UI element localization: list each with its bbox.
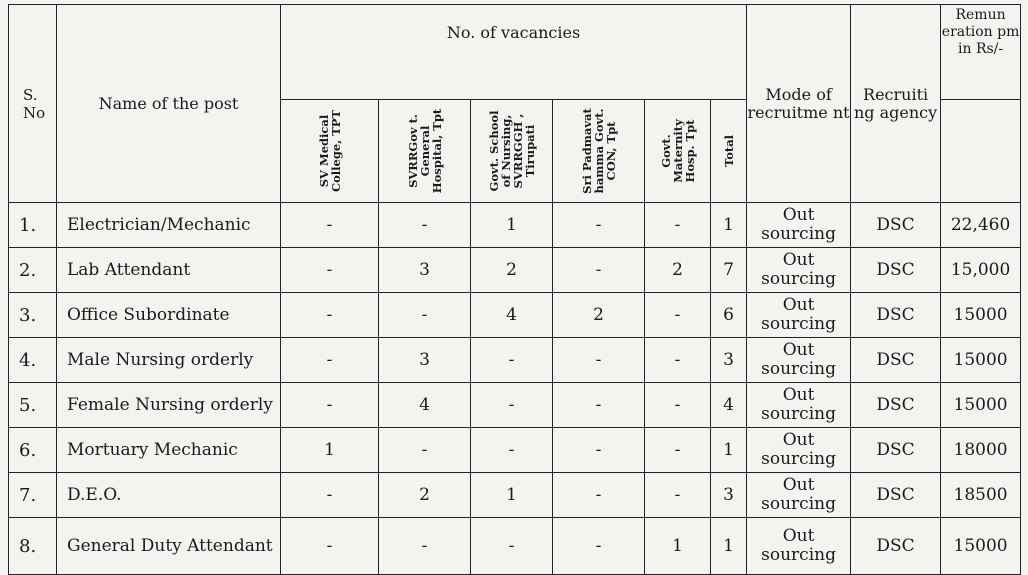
- row-post-name: Male Nursing orderly: [57, 338, 281, 383]
- table-row: [9, 473, 1021, 518]
- row-vac-svrr: -: [379, 518, 471, 575]
- row-vac-son: -: [471, 428, 553, 473]
- row-post-name: General Duty Attendant: [57, 518, 281, 575]
- row-vac-son: -: [471, 338, 553, 383]
- header-remuneration-blank: [941, 100, 1021, 203]
- row-vac-son: 1: [471, 203, 553, 248]
- row-mode: Out sourcing: [747, 293, 851, 338]
- vacancy-table: [8, 4, 1021, 575]
- row-total: 1: [711, 518, 747, 575]
- row-agency: DSC: [851, 248, 941, 293]
- row-mode: Out sourcing: [747, 518, 851, 575]
- row-vac-gmh: -: [645, 428, 711, 473]
- row-post-name: Office Subordinate: [57, 293, 281, 338]
- row-vac-spcon: -: [553, 338, 645, 383]
- row-total: 6: [711, 293, 747, 338]
- row-post-name: Electrician/Mechanic: [57, 203, 281, 248]
- row-total: 3: [711, 473, 747, 518]
- row-sno: 3.: [9, 293, 57, 338]
- row-vac-spcon: -: [553, 518, 645, 575]
- row-vac-svrr: 3: [379, 338, 471, 383]
- row-remuneration: 15000: [941, 338, 1021, 383]
- row-total: 3: [711, 338, 747, 383]
- row-sno: 8.: [9, 518, 57, 575]
- header-inst-svrr: [379, 100, 471, 203]
- row-mode: Out sourcing: [747, 473, 851, 518]
- table-row: [9, 383, 1021, 428]
- header-inst-svmc: [281, 100, 379, 203]
- row-agency: DSC: [851, 293, 941, 338]
- row-vac-svmc: -: [281, 383, 379, 428]
- row-vac-spcon: -: [553, 248, 645, 293]
- row-sno: 1.: [9, 203, 57, 248]
- row-post-name: D.E.O.: [57, 473, 281, 518]
- row-vac-son: 1: [471, 473, 553, 518]
- row-remuneration: 18000: [941, 428, 1021, 473]
- header-sno: S. No: [9, 5, 57, 203]
- row-agency: DSC: [851, 518, 941, 575]
- row-agency: DSC: [851, 338, 941, 383]
- header-inst-son: [471, 100, 553, 203]
- header-inst-svmc-label: SV Medical College, TPT: [316, 110, 343, 193]
- row-vac-svmc: -: [281, 518, 379, 575]
- row-vac-svrr: 3: [379, 248, 471, 293]
- row-vac-svmc: -: [281, 203, 379, 248]
- header-post-name: Name of the post: [57, 5, 281, 203]
- row-sno: 2.: [9, 248, 57, 293]
- row-sno: 7.: [9, 473, 57, 518]
- row-vac-svmc: -: [281, 338, 379, 383]
- row-remuneration: 15000: [941, 383, 1021, 428]
- header-vacancies: No. of vacancies: [281, 5, 747, 100]
- row-agency: DSC: [851, 383, 941, 428]
- table-row: [9, 248, 1021, 293]
- row-vac-svmc: -: [281, 473, 379, 518]
- row-total: 1: [711, 203, 747, 248]
- row-mode: Out sourcing: [747, 248, 851, 293]
- row-mode: Out sourcing: [747, 428, 851, 473]
- row-vac-spcon: -: [553, 473, 645, 518]
- table-row: [9, 518, 1021, 575]
- row-vac-gmh: -: [645, 383, 711, 428]
- row-mode: Out sourcing: [747, 383, 851, 428]
- row-total: 4: [711, 383, 747, 428]
- row-remuneration: 18500: [941, 473, 1021, 518]
- row-sno: 6.: [9, 428, 57, 473]
- row-agency: DSC: [851, 203, 941, 248]
- row-vac-svmc: -: [281, 248, 379, 293]
- row-vac-son: 2: [471, 248, 553, 293]
- header-inst-spcon-label: Sri Padmavat hamma Govt. CON, Tpt: [579, 108, 618, 194]
- row-vac-svmc: -: [281, 293, 379, 338]
- table-row: [9, 293, 1021, 338]
- header-inst-gmh: [645, 100, 711, 203]
- row-sno: 5.: [9, 383, 57, 428]
- row-vac-svrr: 4: [379, 383, 471, 428]
- header-total: [711, 100, 747, 203]
- row-vac-svrr: -: [379, 293, 471, 338]
- row-vac-svrr: 2: [379, 473, 471, 518]
- row-vac-spcon: 2: [553, 293, 645, 338]
- row-vac-son: -: [471, 518, 553, 575]
- header-total-label: Total: [721, 134, 736, 168]
- row-vac-gmh: -: [645, 203, 711, 248]
- row-vac-gmh: -: [645, 473, 711, 518]
- header-inst-son-label: Govt. School of Nursing, SVRRGGH , Tirupati: [486, 110, 537, 192]
- row-remuneration: 15000: [941, 518, 1021, 575]
- row-mode: Out sourcing: [747, 203, 851, 248]
- row-vac-son: -: [471, 383, 553, 428]
- row-agency: DSC: [851, 428, 941, 473]
- row-vac-spcon: -: [553, 428, 645, 473]
- row-vac-gmh: -: [645, 293, 711, 338]
- row-vac-gmh: -: [645, 338, 711, 383]
- table-row: [9, 203, 1021, 248]
- row-vac-spcon: -: [553, 203, 645, 248]
- row-total: 7: [711, 248, 747, 293]
- row-vac-son: 4: [471, 293, 553, 338]
- row-post-name: Mortuary Mechanic: [57, 428, 281, 473]
- header-inst-svrr-label: SVRRGov t. General Hospital, Tpt: [405, 108, 444, 194]
- row-vac-svrr: -: [379, 428, 471, 473]
- header-mode: Mode of recruitme nt: [747, 5, 851, 203]
- table-row: [9, 338, 1021, 383]
- header-remuneration-label: Remun eration pm in Rs/-: [941, 7, 1020, 57]
- row-vac-gmh: 2: [645, 248, 711, 293]
- row-agency: DSC: [851, 473, 941, 518]
- row-vac-gmh: 1: [645, 518, 711, 575]
- row-post-name: Lab Attendant: [57, 248, 281, 293]
- table-row: [9, 428, 1021, 473]
- row-vac-svrr: -: [379, 203, 471, 248]
- row-vac-svmc: 1: [281, 428, 379, 473]
- row-remuneration: 15,000: [941, 248, 1021, 293]
- header-inst-spcon: [553, 100, 645, 203]
- header-inst-gmh-label: Govt. Maternity Hosp. Tpt: [658, 119, 697, 183]
- row-mode: Out sourcing: [747, 338, 851, 383]
- row-remuneration: 22,460: [941, 203, 1021, 248]
- row-total: 1: [711, 428, 747, 473]
- row-sno: 4.: [9, 338, 57, 383]
- row-remuneration: 15000: [941, 293, 1021, 338]
- header-agency: Recruiti ng agency: [851, 5, 941, 203]
- row-vac-spcon: -: [553, 383, 645, 428]
- header-remuneration: [941, 5, 1021, 100]
- row-post-name: Female Nursing orderly: [57, 383, 281, 428]
